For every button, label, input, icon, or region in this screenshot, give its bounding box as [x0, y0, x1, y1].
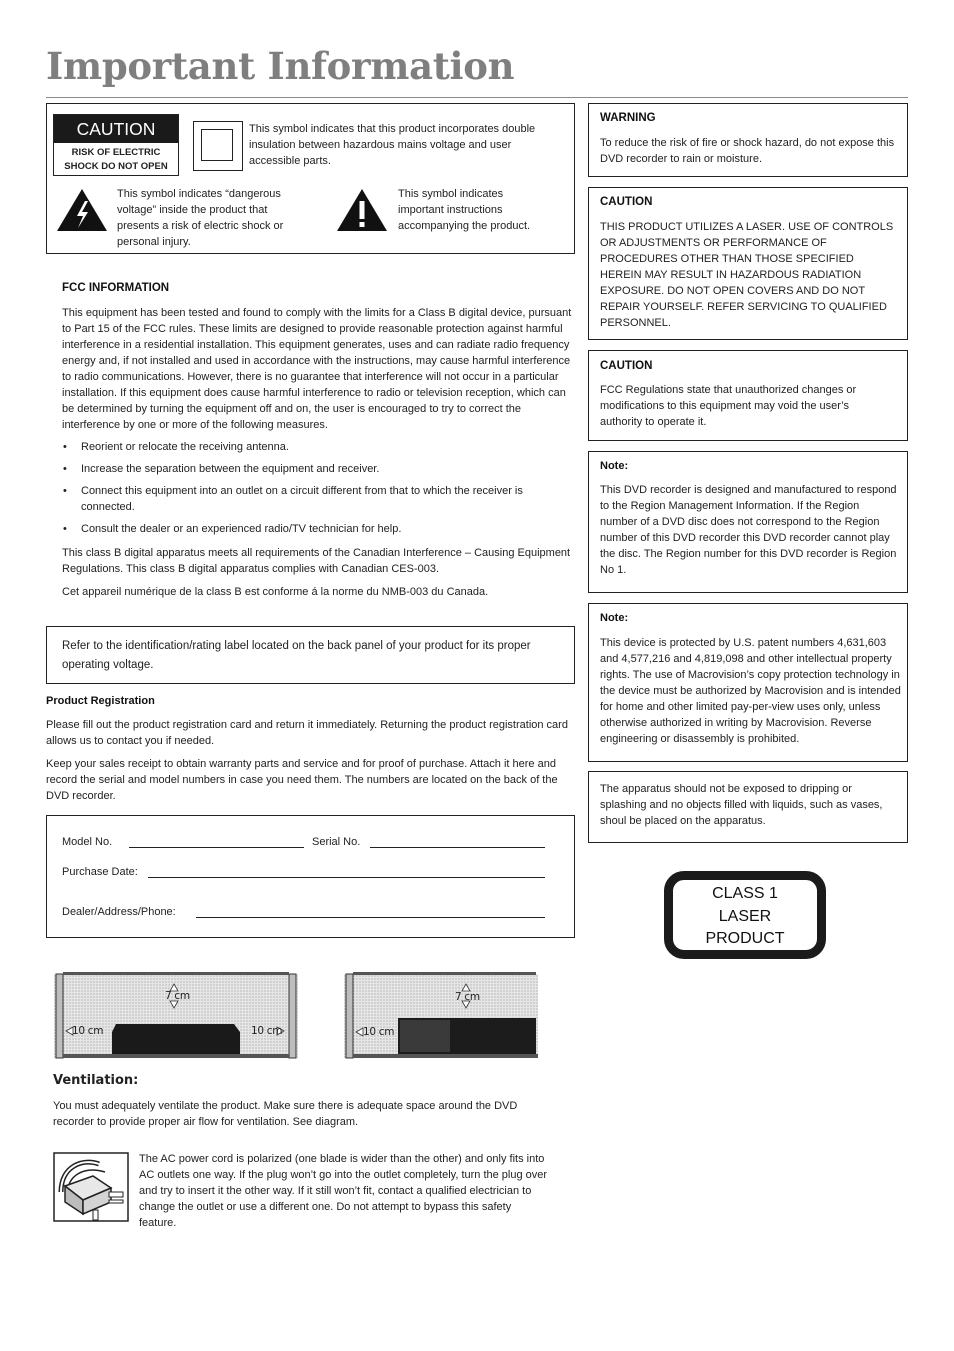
list-item: • Connect this equipment into an outlet on a circuit different from that to which the receiver is connected.	[62, 483, 562, 515]
serial-number-label: Serial No.	[312, 836, 361, 848]
region-note-body: This DVD recorder is designed and manufactured to respond to the Region Management Information. If the Region number of a DVD disc does not correspond to the Region number of this DVD recorder this DVD recorder cannot play the disc. The Region number for this DVD recorder is Region No 1.	[600, 484, 897, 576]
laser-caution-heading: CAUTION	[600, 196, 653, 208]
ventilation-body: You must adequately ventilate the product. Make sure there is adequate space around the DVD recorder to provide proper air flow for ventilation. See diagram.	[53, 1100, 518, 1128]
macrovision-note-body: This device is protected by U.S. patent numbers 4,631,603 and 4,577,216 and 4,819,098 and other intellectual property rights. The use of Macrovision’s copy protection technology in the device must be authorized by Macrovision and is intended for home and other limited pay-per-view uses only, unless otherwise authorized in writing by Macrovision. Reverse engineering or disassembly is prohibited.	[600, 637, 901, 745]
side-top-clearance-label: 7 cm	[455, 991, 480, 1003]
ventilation-diagram-front	[54, 972, 298, 1060]
registration-para-2: Keep your sales receipt to obtain warranty parts and service and for proof of purchase. Attach it here and record the serial and model numbers in case you need them. The numbers are located on the back of the DVD recorder.	[46, 758, 558, 802]
ventilation-heading: Ventilation:	[53, 1073, 139, 1088]
right-clearance-label: 10 cm	[251, 1025, 283, 1037]
caution-sub-line2: SHOCK DO NOT OPEN	[64, 161, 168, 172]
laser-label-line2: LASER	[718, 907, 772, 925]
laser-caution-body: THIS PRODUCT UTILIZES A LASER. USE OF CONTROLS OR ADJUSTMENTS OR PERFORMANCE OF PROCEDURES OTHER THAN THOSE SPECIFIED HEREIN MAY RESULT IN HAZARDOUS RADIATION EXPOSURE. DO NOT OPEN COVERS AND DO NOT REPAIR YOURSELF. REFER SERVICING TO QUALIFIED PERSONNEL.	[600, 221, 894, 329]
purchase-date-label: Purchase Date:	[62, 866, 138, 878]
dripping-note-body: The apparatus should not be exposed to dripping or splashing and no objects filled with liquids, such as vases, shoul be placed on the apparatus.	[600, 783, 883, 827]
fcc-caution-heading: CAUTION	[600, 360, 653, 372]
fcc-heading: FCC INFORMATION	[62, 282, 170, 294]
dealer-field[interactable]	[196, 917, 545, 918]
rating-label-note: Refer to the identification/rating label located on the back panel of your product for its proper operating voltage.	[62, 640, 531, 671]
title-rule	[46, 97, 908, 98]
left-clearance-label: 10 cm	[72, 1025, 104, 1037]
dangerous-voltage-text: This symbol indicates “dangerous voltage” inside the product that presents a risk of electric shock or personal injury.	[117, 188, 284, 248]
caution-sub-line1: RISK OF ELECTRIC	[71, 147, 161, 158]
registration-heading: Product Registration	[46, 695, 155, 707]
side-left-clearance-label: 10 cm	[363, 1026, 395, 1038]
polarized-plug-text: The AC power cord is polarized (one blade is wider than the other) and only fits into AC outlets one way. If the plug won’t go into the outlet completely, turn the plug over and try to insert it the other way. If it still won’t fit, contact a qualified electrician to change the outlet or use a different one. Do not attempt to bypass this safety feature.	[139, 1153, 548, 1229]
polarized-plug-icon	[53, 1152, 129, 1222]
instructions-text: This symbol indicates important instructions accompanying the product.	[398, 188, 531, 232]
page-title: Important Information	[46, 44, 515, 88]
list-item: • Consult the dealer or an experienced radio/TV technician for help.	[62, 521, 562, 537]
purchase-date-field[interactable]	[148, 877, 545, 878]
laser-label-line1: CLASS 1	[712, 885, 778, 902]
ventilation-diagram-side	[344, 972, 538, 1060]
fcc-caution-body: FCC Regulations state that unauthorized changes or modifications to this equipment may void the user’s authority to operate it.	[600, 384, 857, 428]
canada-compliance-en: This class B digital apparatus meets all requirements of the Canadian Interference – Causing Equipment Regulations. This class B digital apparatus complies with Canadian CES-003.	[62, 547, 571, 575]
serial-number-field[interactable]	[370, 847, 545, 848]
fcc-body: This equipment has been tested and found to comply with the limits for a Class B digital device, pursuant to Part 15 of the FCC rules. These limits are designed to provide reasonable protection against harmful interference in a residential installation. This equipment generates, uses and can radiate radio frequency energy and, if not installed and used in accordance with the instructions, may cause harmful interference to radio communications. However, there is no guarantee that interference will not occur in a particular installation. If this equipment does cause harmful interference to radio or television reception, which can be determined by turning the equipment off and on, the user is encouraged to try to correct the interference by one or more of the following measures.	[62, 307, 572, 431]
exclamation-warning-icon	[335, 187, 389, 233]
warning-heading: WARNING	[600, 112, 656, 124]
double-insulation-icon	[193, 121, 243, 171]
fcc-measures-list	[62, 439, 562, 543]
list-item: • Reorient or relocate the receiving antenna.	[62, 439, 562, 455]
model-number-field[interactable]	[129, 847, 304, 848]
macrovision-note-heading: Note:	[600, 612, 629, 624]
registration-para-1: Please fill out the product registration card and return it immediately. Returning the product registration card allows us to contact you if needed.	[46, 719, 568, 747]
warning-body: To reduce the risk of fire or shock hazard, do not expose this DVD recorder to rain or moisture.	[600, 137, 895, 165]
dealer-label: Dealer/Address/Phone:	[62, 906, 176, 918]
region-note-heading: Note:	[600, 460, 629, 472]
model-number-label: Model No.	[62, 836, 113, 848]
laser-label-line3: PRODUCT	[705, 930, 785, 947]
top-clearance-label: 7 cm	[165, 990, 190, 1002]
double-insulation-text: This symbol indicates that this product incorporates double insulation between hazardous mains voltage and user accessible parts.	[249, 123, 536, 167]
lightning-warning-icon	[55, 187, 109, 233]
list-item: • Increase the separation between the equipment and receiver.	[62, 461, 562, 477]
caution-badge-subtext	[54, 143, 178, 174]
class1-laser-label	[664, 871, 826, 959]
caution-badge-label: CAUTION	[54, 115, 178, 143]
caution-badge	[53, 114, 179, 176]
canada-compliance-fr: Cet appareil numérique de la class B est conforme á la norme du NMB-003 du Canada.	[62, 586, 489, 598]
